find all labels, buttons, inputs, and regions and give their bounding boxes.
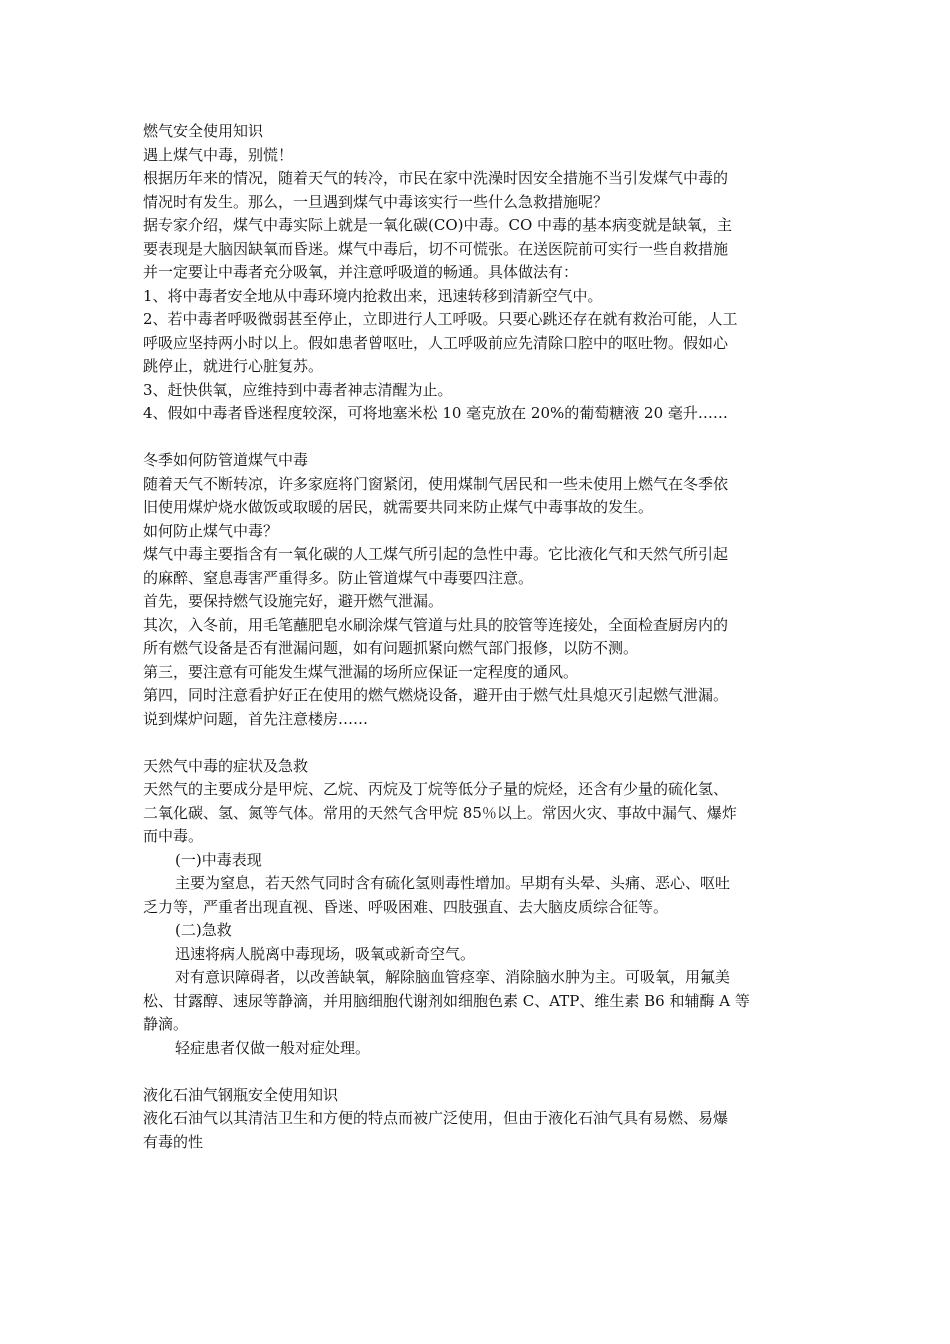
paragraph-line: 情况时有发生。那么，一旦遇到煤气中毒该实行一些什么急救措施呢？ [143, 192, 609, 211]
list-item: 1、将中毒者安全地从中毒环境内抢救出来，迅速转移到清新空气中。 [143, 286, 603, 305]
paragraph-line: 并一定要让中毒者充分吸氧，并注意呼吸道的畅通。具体做法有： [143, 263, 579, 281]
paragraph-line: 根据历年来的情况，随着天气的转冷，市民在家中洗澡时因安全措施不当引发煤气中毒的 [143, 169, 729, 187]
section-heading: 冬季如何防管道煤气中毒 [143, 451, 309, 469]
paragraph-line: 静滴。 [143, 1015, 189, 1033]
section-spacer [143, 1060, 809, 1084]
paragraph-line: 首先，要保持燃气设施完好，避开燃气泄漏。 [143, 592, 444, 610]
paragraph-line: 轻症患者仅做一般对症处理。 [175, 1038, 371, 1057]
document-page [143, 120, 809, 1154]
section-gas-poisoning [143, 120, 809, 426]
paragraph-line: 要表现是大脑因缺氧而昏迷。煤气中毒后，切不可慌张。在送医院前可实行一些自救措施 [143, 239, 729, 258]
list-item: 3、赶快供氧，应维持到中毒者神志清醒为止。 [143, 380, 453, 399]
paragraph-line: 天然气的主要成分是甲烷、乙烷、丙烷及丁烷等低分子量的烷烃，还含有少量的硫化氢、 [143, 780, 729, 798]
section-lpg-cylinder [143, 1084, 809, 1155]
paragraph-line: 说到煤炉问题，首先注意楼房…… [143, 709, 369, 728]
section-heading: 天然气中毒的症状及急救 [143, 756, 309, 775]
sub-heading: (一)中毒表现 [175, 850, 262, 869]
section-natural-gas [143, 755, 809, 1061]
section-heading: 遇上煤气中毒，别慌！ [143, 145, 294, 164]
paragraph-line: 二氧化碳、氢、氮等气体。常用的天然气含甲烷 85％以上。常因火灾、事故中漏气、爆炸 [143, 803, 737, 822]
list-item: 4、假如中毒者昏迷程度较深，可将地塞米松 10 毫克放在 20%的葡萄糖液 20 毫升…… [143, 404, 728, 422]
paragraph-line: 而中毒。 [143, 827, 204, 845]
paragraph-line: 煤气中毒主要指含有一氧化碳的人工煤气所引起的急性中毒。它比液化气和天然气所引起 [143, 545, 729, 563]
paragraph-line: 有毒的性 [143, 1132, 204, 1151]
paragraph-line: 第三，要注意有可能发生煤气泄漏的场所应保证一定程度的通风。 [143, 662, 579, 681]
section-spacer [143, 426, 809, 450]
paragraph-line: 迅速将病人脱离中毒现场，吸氧或新奇空气。 [175, 944, 476, 963]
paragraph-line: 主要为窒息，若天然气同时含有硫化氢则毒性增加。早期有头晕、头痛、恶心、呕吐 [175, 874, 731, 892]
paragraph-line: 跳停止，就进行心脏复苏。 [143, 357, 324, 375]
sub-heading: (二)急救 [175, 921, 232, 939]
section-spacer [143, 731, 809, 755]
sub-heading: 如何防止煤气中毒？ [143, 521, 279, 540]
paragraph-line: 松、甘露醇、速尿等静滴，并用脑细胞代谢剂如细胞色素 C、ATP、维生素 B6 和辅酶 A 等 [143, 991, 750, 1010]
section-heading: 液化石油气钢瓶安全使用知识 [143, 1085, 339, 1104]
paragraph-line: 呼吸应坚持两小时以上。假如患者曾呕吐，人工呼吸前应先清除口腔中的呕吐物。假如心 [143, 333, 729, 352]
paragraph-line: 其次，入冬前，用毛笔蘸肥皂水刷涂煤气管道与灶具的胶管等连接处，全面检查厨房内的 [143, 615, 729, 634]
paragraph-line: 旧使用煤炉烧水做饭或取暖的居民，就需要共同来防止煤气中毒事故的发生。 [143, 498, 654, 516]
paragraph-line: 的麻醉、窒息毒害严重得多。防止管道煤气中毒要四注意。 [143, 568, 534, 587]
paragraph-line: 液化石油气以其清洁卫生和方便的特点而被广泛使用，但由于液化石油气具有易燃、易爆 [143, 1109, 729, 1127]
paragraph-line: 对有意识障碍者，以改善缺氧，解除脑血管痉挛、消除脑水肿为主。可吸氧，用氟美 [175, 968, 731, 986]
list-item: 2、若中毒者呼吸微弱甚至停止，立即进行人工呼吸。只要心跳还存在就有救治可能，人工 [143, 310, 738, 328]
paragraph-line: 乏力等，严重者出现直视、昏迷、呼吸困难、四肢强直、去大脑皮质综合征等。 [143, 897, 669, 916]
paragraph-line: 据专家介绍，煤气中毒实际上就是一氧化碳(CO)中毒。CO 中毒的基本病变就是缺氧，主 [143, 216, 733, 234]
paragraph-line: 随着天气不断转凉，许多家庭将门窗紧闭，使用煤制气居民和一些未使用上燃气在冬季依 [143, 474, 729, 493]
paragraph-line: 第四，同时注意看护好正在使用的燃气燃烧设备，避开由于燃气灶具熄灭引起燃气泄漏。 [143, 686, 729, 704]
doc-title: 燃气安全使用知识 [143, 122, 264, 140]
section-winter-pipeline [143, 449, 809, 731]
paragraph-line: 所有燃气设备是否有泄漏问题，如有问题抓紧向燃气部门报修，以防不测。 [143, 639, 639, 657]
